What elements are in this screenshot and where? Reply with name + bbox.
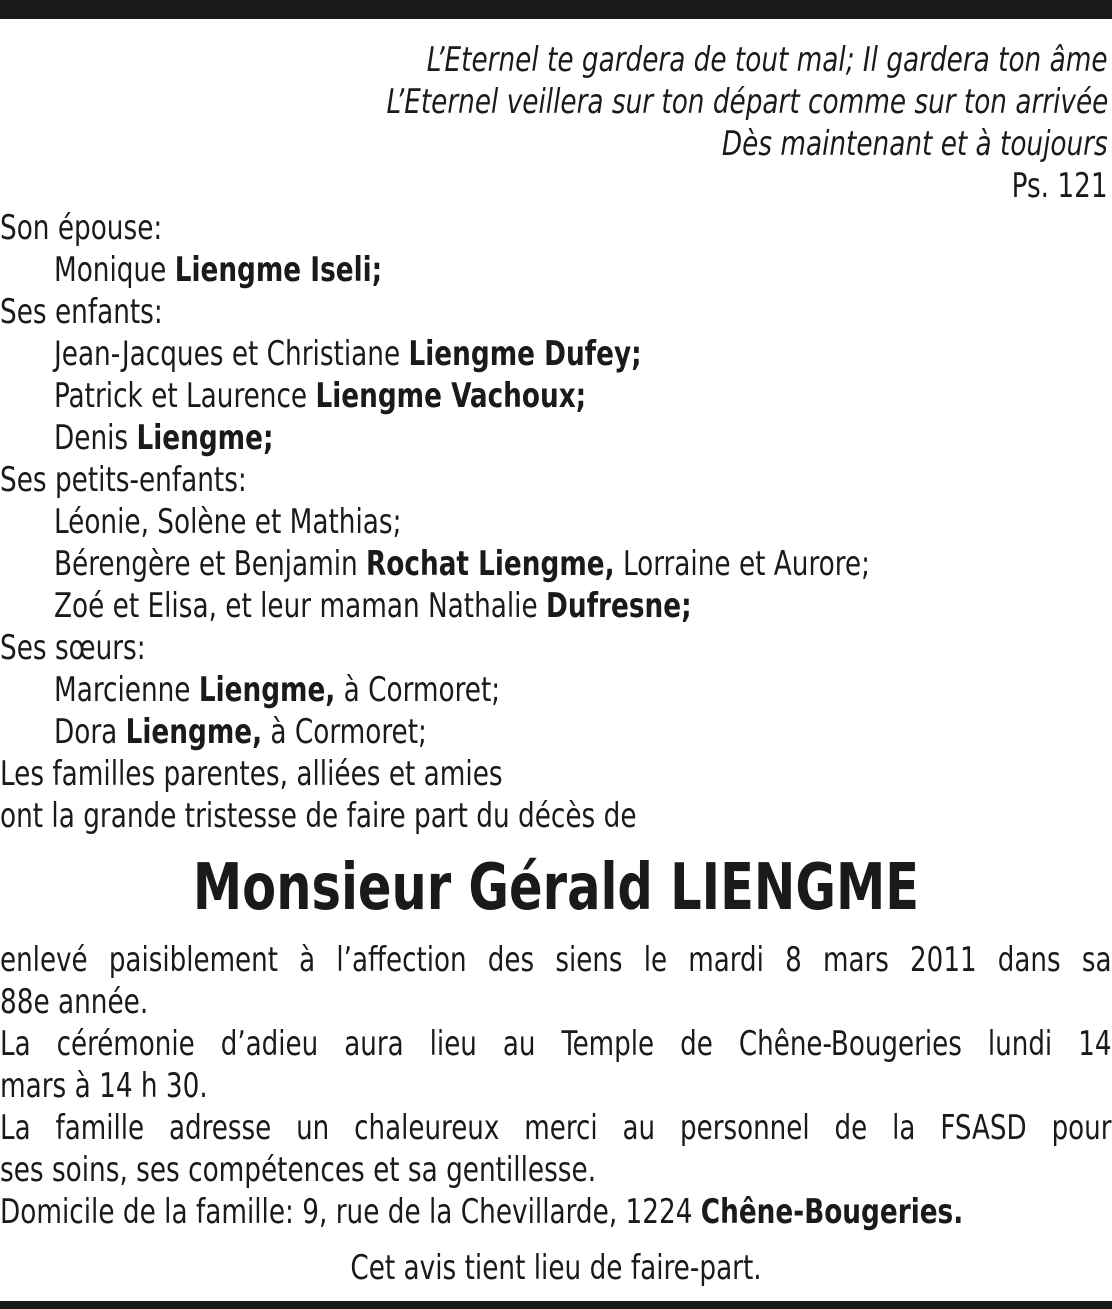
psalm-verse-line-3: Dès maintenant et à toujours [722,124,1108,164]
details-line: La famille adresse un chaleureux merci au personnel de la FSASD pour [0,1108,1112,1148]
children-heading: Ses enfants: [0,292,163,332]
details-line: mars à 14 h 30. [0,1066,208,1106]
bottom-border-rule [0,1301,1112,1309]
details-line: enlevé paisiblement à l’affection des siens le mardi 8 mars 2011 dans sa [0,940,1112,980]
sister-surname: Liengme, [125,712,263,752]
details-line: ses soins, ses compétences et sa gentillesse. [0,1150,597,1190]
spouse-heading: Son épouse: [0,208,163,248]
child-line: Denis Liengme; [54,418,274,458]
sister-line: Dora Liengme, à Cormoret; [54,712,427,752]
grandchildren-heading: Ses petits-enfants: [0,460,247,500]
top-border-rule [0,0,1112,19]
grandchildren-line: Léonie, Solène et Mathias; [54,502,402,542]
psalm-verse-line-1: L’Eternel te gardera de tout mal; Il gardera ton âme [427,40,1108,80]
closing-line-1: Les familles parentes, alliées et amies [0,754,503,794]
grandchildren-surname: Rochat Liengme, [366,544,615,584]
psalm-verse-line-2: L’Eternel veillera sur ton départ comme sur ton arrivée [386,82,1108,122]
psalm-reference: Ps. 121 [1012,166,1108,206]
child-surname: Liengme Dufey; [408,334,642,374]
details-line: 88e année. [0,982,149,1022]
details-line: La cérémonie d’adieu aura lieu au Temple de Chêne-Bougeries lundi 14 [0,1024,1112,1064]
child-line: Jean-Jacques et Christiane Liengme Dufey; [54,334,642,374]
closing-line-2: ont la grande tristesse de faire part du décès de [0,796,637,836]
domicile-city: Chêne-Bougeries. [700,1192,964,1232]
spouse-line: Monique Liengme Iseli; [54,250,383,290]
sister-surname: Liengme, [198,670,336,710]
grandchildren-line: Zoé et Elisa, et leur maman Nathalie Dufresne; [54,586,692,626]
child-surname: Liengme Vachoux; [315,376,587,416]
grandchildren-surname: Dufresne; [546,586,692,626]
sister-line: Marcienne Liengme, à Cormoret; [54,670,501,710]
footer-note: Cet avis tient lieu de faire-part. [350,1248,762,1288]
spouse-surname: Liengme Iseli; [174,250,383,290]
deceased-name: Monsieur Gérald LIENGME [192,851,920,925]
child-surname: Liengme; [136,418,274,458]
child-line: Patrick et Laurence Liengme Vachoux; [54,376,587,416]
domicile-line: Domicile de la famille: 9, rue de la Chevillarde, 1224 Chêne-Bougeries. [0,1192,964,1232]
sisters-heading: Ses sœurs: [0,628,146,668]
grandchildren-line: Bérengère et Benjamin Rochat Liengme, Lorraine et Aurore; [54,544,870,584]
